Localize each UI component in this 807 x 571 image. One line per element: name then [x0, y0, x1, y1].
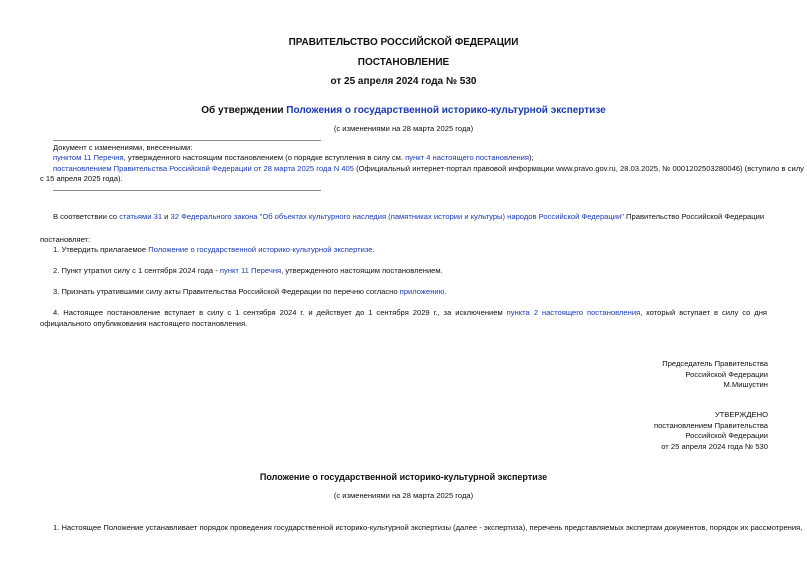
title-link[interactable]: Положения о государственной историко-культурной экспертизе: [286, 105, 606, 116]
point-3: [53, 287, 447, 298]
changes-intro: Документ с изменениями, внесенными:: [53, 143, 193, 152]
point-2-end: , утвержденного настоящим постановлением.: [281, 266, 443, 275]
date-number: от 25 апреля 2024 года № 530: [330, 76, 477, 87]
changes-item-2-cont: с 15 апреля 2025 года).: [40, 174, 123, 183]
signature-position: Председатель Правительства: [662, 359, 768, 368]
divider-bottom: [53, 190, 321, 191]
signature-block: [662, 359, 768, 391]
regulation-point-1: 1. Настоящее Положение устанавливает порядок проведения государственной историко-культурной экспертизы (далее - экспертиза), перечень представляемых экспертам документов, порядок их рассмотрения,: [53, 523, 803, 532]
link-federal-law[interactable]: 32 Федерального закона "Об объектах культурного наследия (памятниках истории и культуры) народов Российской Федерации": [170, 212, 624, 221]
link-item11-list-2[interactable]: пункт 11 Перечня: [219, 266, 282, 275]
approved-line2: постановлением Правительства: [653, 420, 768, 430]
link-item11-list[interactable]: пунктом 11 Перечня: [53, 153, 124, 162]
changes-note: (с изменениями на 28 марта 2025 года): [333, 124, 474, 133]
changes-item-1-text: , утвержденного настоящим постановлением (о порядке вступления в силу см.: [123, 153, 406, 162]
changes-item-2: [53, 164, 804, 175]
preamble-and: и: [162, 212, 171, 221]
point-2: [53, 266, 443, 277]
approved-label: УТВЕРЖДЕНО: [714, 410, 768, 419]
doc-type-heading: ПОСТАНОВЛЕНИЕ: [357, 57, 450, 68]
decrees-word: постановляет:: [40, 235, 91, 244]
signature-name: М.Мишустин: [723, 380, 768, 389]
changes-item-2-text: (Официальный интернет-портал правовой информации www.pravo.gov.ru, 28.03.2025, № 0001202503280046) (вступило в силу: [353, 164, 804, 173]
preamble-end: Правительство Российской Федерации: [623, 212, 765, 221]
point-1: [53, 245, 375, 256]
link-article-31[interactable]: статьями 31: [119, 212, 163, 221]
point-4-end: , который вступает в силу со дня официального опубликования настоящего постановления.: [40, 308, 767, 328]
regulation-title: Положение о государственной историко-культурной экспертизе: [259, 472, 548, 482]
link-point4[interactable]: пункт 4 настоящего постановления: [405, 153, 530, 162]
point-1-text: 1. Утвердить прилагаемое: [53, 245, 149, 254]
changes-item-1-end: );: [529, 153, 534, 162]
link-appendix[interactable]: приложению: [399, 287, 445, 296]
point-3-end: .: [444, 287, 447, 296]
link-decree-405[interactable]: постановлением Правительства Российской Федерации от 28 марта 2025 года N 405: [53, 164, 354, 173]
approved-line3: Российской Федерации: [685, 431, 768, 440]
point-2-text: 2. Пункт утратил силу с 1 сентября 2024 года -: [53, 266, 220, 275]
approved-block: [654, 410, 768, 452]
point-4-text: 4. Настоящее постановление вступает в силу с 1 сентября 2024 г. и действует до 1 сентября 2029 г., за исключением: [53, 308, 507, 317]
changes-item-1: [53, 153, 534, 164]
document-title: [0, 105, 807, 116]
divider-top: [53, 140, 321, 141]
government-heading: ПРАВИТЕЛЬСТВО РОССИЙСКОЙ ФЕДЕРАЦИИ: [288, 37, 519, 48]
regulation-changes: (с изменениями на 28 марта 2025 года): [333, 491, 474, 500]
approved-line4: от 25 апреля 2024 года № 530: [661, 441, 768, 451]
link-regulation[interactable]: Положение о государственной историко-культурной экспертизе: [148, 245, 373, 254]
point-4: [40, 308, 767, 329]
link-point2[interactable]: пункта 2 настоящего постановления: [506, 308, 641, 317]
point-3-text: 3. Признать утратившими силу акты Правительства Российской Федерации по перечню согласно: [53, 287, 400, 296]
preamble-start: В соответствии со: [53, 212, 120, 221]
preamble: [53, 212, 764, 223]
point-1-end: .: [372, 245, 375, 254]
signature-org: Российской Федерации: [685, 369, 768, 379]
title-prefix: Об утверждении: [201, 105, 287, 116]
